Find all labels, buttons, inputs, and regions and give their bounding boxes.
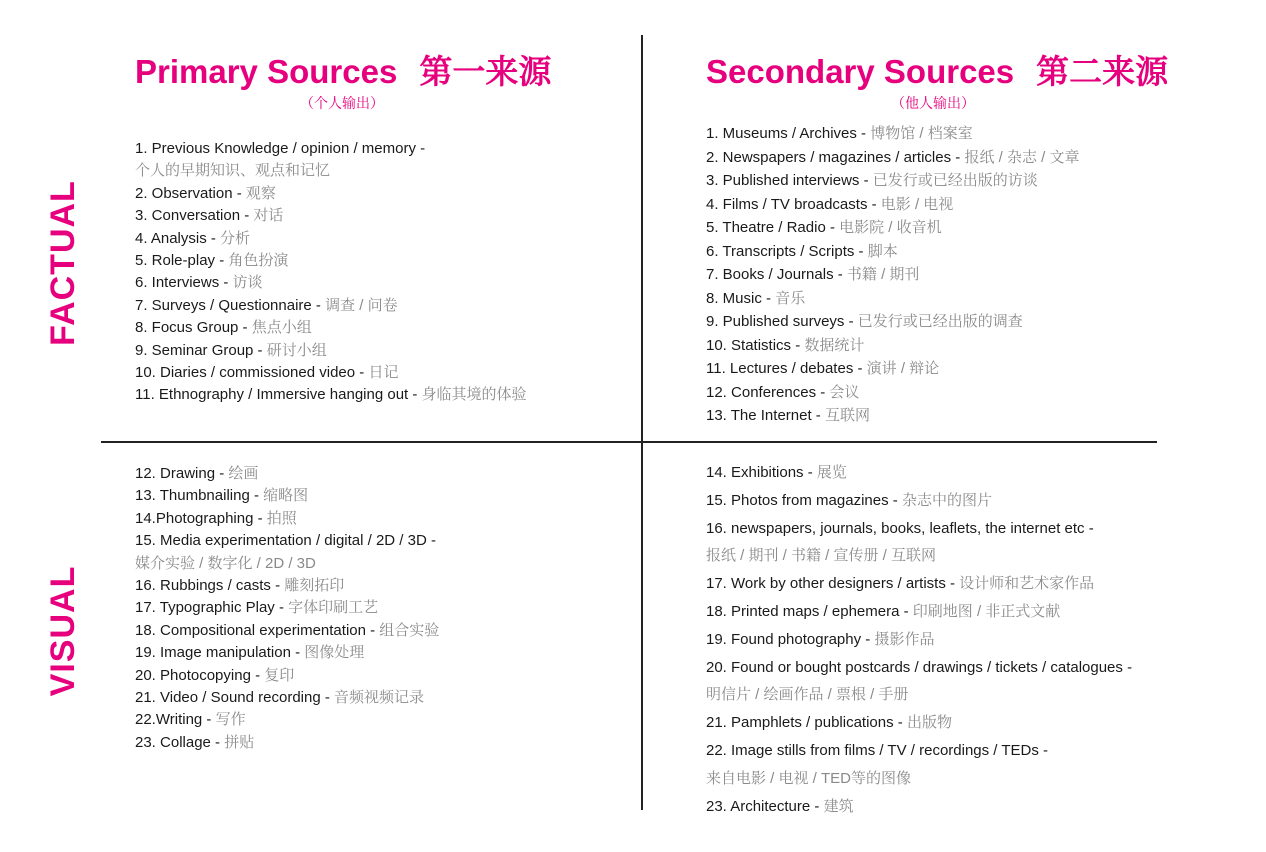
item-chinese: 博物馆 / 档案室 [870,125,973,142]
item-english: 14.Photographing - [135,509,267,527]
list-item [135,295,527,317]
item-chinese: 音乐 [775,289,806,307]
item-english: 17. Typographic Play - [135,599,289,617]
list-item [706,765,1132,793]
item-english: 3. Published interviews - [706,172,873,189]
item-chinese: 调查 / 问卷 [325,296,398,314]
list-item [135,620,439,642]
item-english: 10. Statistics - [706,336,805,354]
list-item [135,272,527,294]
list-item [135,553,439,575]
item-english: 11. Lectures / debates - [706,360,867,377]
item-english: 17. Work by other designers / artists - [706,575,960,593]
item-chinese: 焦点小组 [251,319,312,337]
factual-label: FACTUAL [44,180,82,346]
item-chinese: 绘画 [228,465,259,482]
list-item [706,122,1079,146]
item-english: 2. Observation - [135,184,246,202]
item-chinese: 展览 [816,464,847,481]
list-item [706,357,1079,381]
item-english: 6. Interviews - [135,274,233,292]
primary-visual-list [135,463,439,754]
item-chinese: 分析 [220,229,251,247]
list-item [135,732,439,754]
item-chinese: 报纸 / 杂志 / 文章 [964,148,1080,166]
item-english: 8. Focus Group - [135,319,252,337]
item-chinese: 对话 [253,207,284,225]
list-item [135,384,527,406]
item-chinese: 访谈 [232,274,263,292]
item-english: 12. Conferences - [706,383,830,401]
item-chinese: 研讨小组 [266,341,327,359]
item-chinese: 脚本 [867,242,898,260]
item-english: 4. Analysis - [135,229,221,247]
item-chinese: 日记 [368,364,399,382]
list-item [135,709,439,731]
item-english: 19. Image manipulation - [135,644,305,662]
item-chinese: 演讲 / 辩论 [866,360,940,377]
list-item [135,362,527,384]
list-item [135,160,527,182]
item-chinese: 组合实验 [379,621,440,639]
list-item [706,263,1079,287]
list-item [135,205,527,227]
item-english: 7. Books / Journals - [706,266,847,283]
list-item [706,216,1079,240]
list-item [135,463,439,485]
item-chinese: 印刷地图 / 非正式文献 [912,602,1061,620]
list-item [706,681,1132,709]
primary-sources-heading [135,46,551,93]
item-chinese: 身临其境的体验 [421,386,527,404]
list-item [706,542,1132,570]
item-english: 1. Previous Knowledge / opinion / memory - [135,140,426,157]
item-english: 21. Pamphlets / publications - [706,714,907,732]
item-english: 22.Writing - [135,711,216,729]
item-english: 14. Exhibitions - [706,464,817,481]
list-item [135,250,527,272]
item-english: 13. The Internet - [706,407,825,424]
list-item [706,240,1079,264]
list-item [135,228,527,250]
list-item [706,146,1079,170]
list-item [706,515,1132,543]
item-chinese: 书籍 / 期刊 [846,266,920,283]
list-item [135,340,527,362]
item-english: 20. Photocopying - [135,666,265,684]
secondary-subtitle: （他人输出） [891,95,975,111]
item-chinese: 建筑 [823,797,854,815]
item-chinese: 个人的早期知识、观点和记忆 [135,162,331,180]
list-item [135,642,439,664]
secondary-title-zh: 第二来源 [1036,53,1169,90]
item-english: 15. Photos from magazines - [706,491,902,509]
item-chinese: 电影 / 电视 [880,195,954,213]
list-item [706,598,1132,626]
item-chinese: 写作 [215,711,246,729]
list-item [706,334,1079,358]
item-english: 3. Conversation - [135,207,254,225]
primary-factual-list [135,138,527,407]
item-english: 16. newspapers, journals, books, leaflets, the internet etc - [706,519,1094,537]
list-item [135,183,527,205]
item-english: 16. Rubbings / casts - [135,577,285,595]
item-chinese: 复印 [264,666,295,684]
secondary-sources-heading [706,46,1168,93]
list-item [135,317,527,339]
item-english: 18. Compositional experimentation - [135,621,380,639]
vertical-divider [641,35,643,810]
primary-title-en: Primary Sources [135,53,398,90]
item-chinese: 缩略图 [263,487,309,505]
item-english: 13. Thumbnailing - [135,487,264,505]
item-chinese: 字体印刷工艺 [288,599,379,617]
item-chinese: 雕刻拓印 [284,577,345,595]
list-item [706,310,1079,334]
item-english: 15. Media experimentation / digital / 2D / 3D - [135,532,436,550]
item-english: 8. Music - [706,289,776,307]
list-item [706,737,1132,765]
item-chinese: 会议 [829,383,860,401]
item-english: 12. Drawing - [135,465,229,482]
item-english: 21. Video / Sound recording - [135,689,335,707]
item-english: 22. Image stills from films / TV / recordings / TEDs - [706,741,1049,759]
item-chinese: 来自电影 / 电视 / TED等的图像 [706,769,912,787]
list-item [706,709,1132,737]
visual-label: VISUAL [44,565,82,697]
item-english: 19. Found photography - [706,630,875,648]
item-english: 11. Ethnography / Immersive hanging out - [135,386,422,404]
item-chinese: 摄影作品 [874,630,935,648]
item-chinese: 媒介实验 / 数字化 / 2D / 3D [135,554,316,572]
item-english: 1. Museums / Archives - [706,125,871,142]
primary-subtitle: （个人输出） [300,95,384,111]
secondary-visual-list [706,459,1132,820]
item-chinese: 音频视频记录 [334,689,425,707]
list-item [706,404,1079,428]
item-english: 23. Architecture - [706,797,824,815]
item-english: 5. Theatre / Radio - [706,219,840,236]
list-item [135,575,439,597]
item-english: 10. Diaries / commissioned video - [135,364,369,382]
item-english: 5. Role-play - [135,252,229,270]
item-english: 9. Published surveys - [706,313,858,330]
list-item [706,654,1132,682]
item-english: 7. Surveys / Questionnaire - [135,296,326,314]
item-chinese: 角色扮演 [228,252,289,270]
item-chinese: 设计师和艺术家作品 [959,575,1095,593]
item-chinese: 已发行或已经出版的调查 [857,313,1023,330]
list-item [706,570,1132,598]
list-item [135,687,439,709]
item-english: 9. Seminar Group - [135,341,267,359]
list-item [135,665,439,687]
item-english: 20. Found or bought postcards / drawings / tickets / catalogues - [706,658,1133,676]
item-english: 18. Printed maps / ephemera - [706,602,913,620]
list-item [135,597,439,619]
horizontal-divider [101,441,1157,443]
item-chinese: 出版物 [906,714,952,732]
list-item [706,287,1079,311]
primary-title-zh: 第一来源 [419,53,552,90]
item-english: 4. Films / TV broadcasts - [706,195,881,213]
item-english: 23. Collage - [135,733,225,751]
list-item [706,626,1132,654]
list-item [706,381,1079,405]
list-item [135,508,439,530]
item-chinese: 观察 [245,184,276,202]
list-item [706,793,1132,821]
item-chinese: 图像处理 [304,644,365,662]
item-chinese: 电影院 / 收音机 [839,219,942,236]
item-chinese: 已发行或已经出版的访谈 [872,172,1038,189]
item-english: 6. Transcripts / Scripts - [706,242,868,260]
list-item [706,169,1079,193]
item-chinese: 报纸 / 期刊 / 书籍 / 宣传册 / 互联网 [706,547,937,565]
item-chinese: 数据统计 [804,336,865,354]
list-item [135,530,439,552]
item-english: 2. Newspapers / magazines / articles - [706,148,965,166]
list-item [135,138,527,160]
item-chinese: 杂志中的图片 [901,491,992,509]
list-item [706,193,1079,217]
item-chinese: 拍照 [266,509,297,527]
item-chinese: 互联网 [824,407,870,424]
secondary-title-en: Secondary Sources [706,53,1015,90]
item-chinese: 拼贴 [224,733,255,751]
secondary-factual-list [706,122,1079,428]
list-item [135,485,439,507]
list-item [706,487,1132,515]
list-item [706,459,1132,487]
item-chinese: 明信片 / 绘画作品 / 票根 / 手册 [706,686,909,704]
